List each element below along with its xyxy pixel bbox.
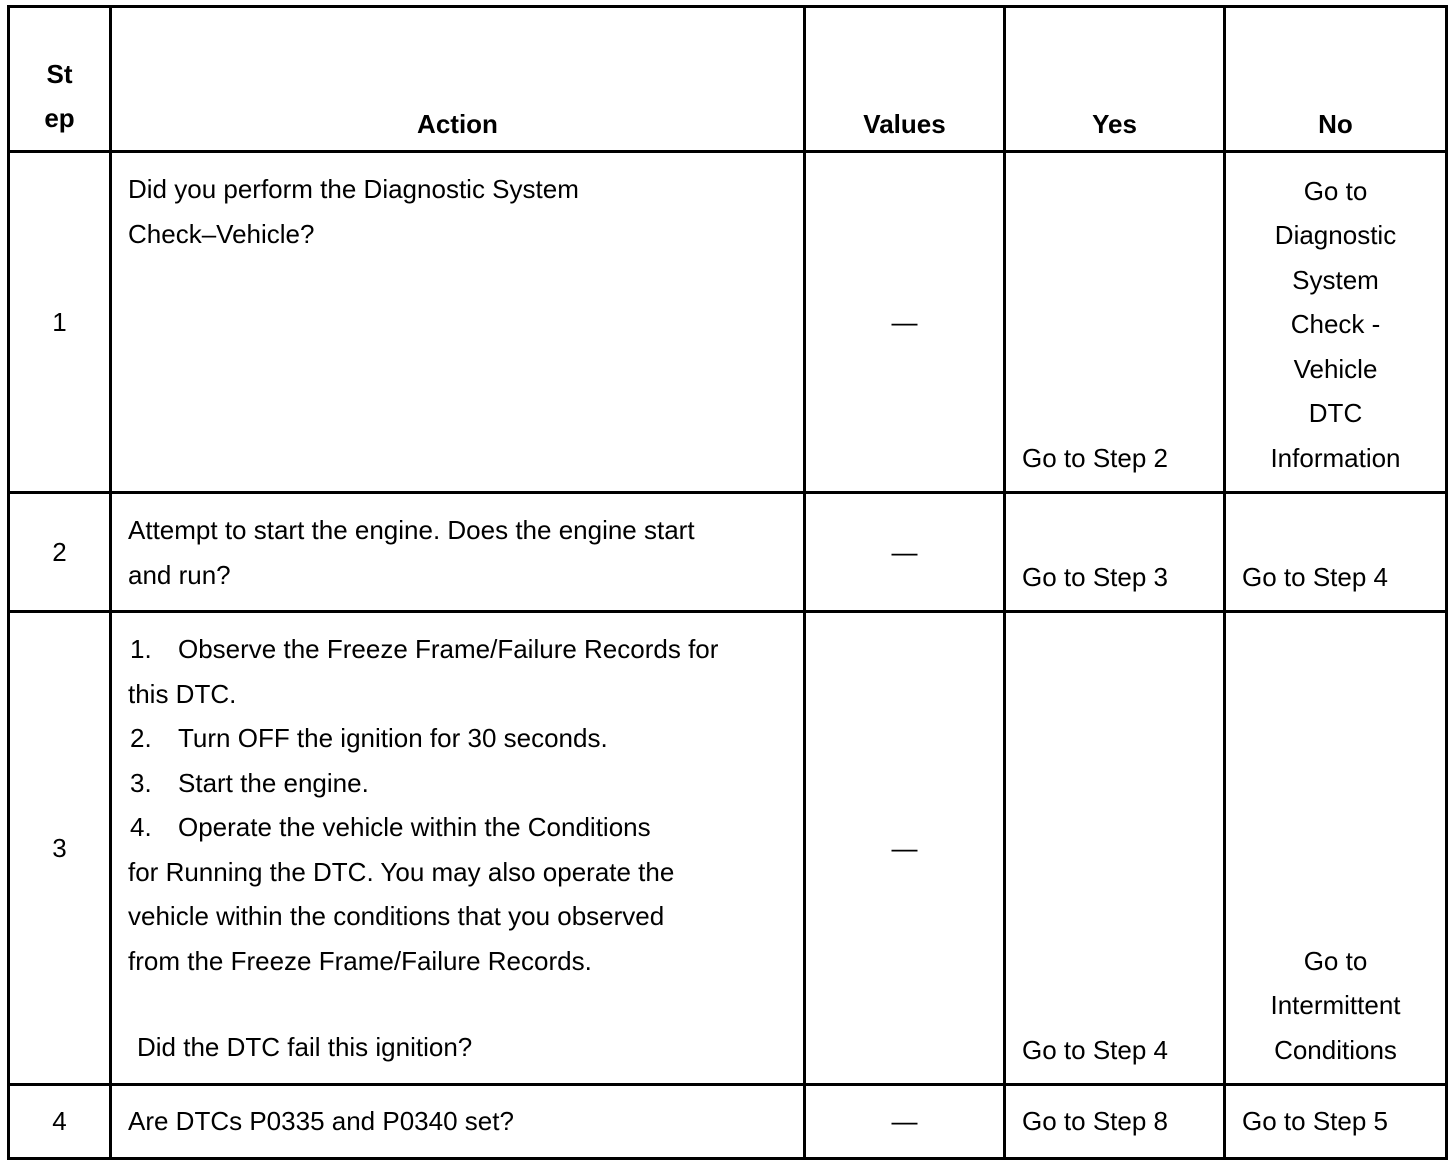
list-item: 1. Observe the Freeze Frame/Failure Records for	[130, 634, 719, 664]
step-number: 2	[9, 493, 111, 612]
action-cell: Are DTCs P0335 and P0340 set?	[111, 1085, 805, 1159]
header-step: St ep	[9, 7, 111, 152]
list-item: 4. Operate the vehicle within the Conditions	[130, 812, 651, 842]
table-row	[9, 152, 1447, 493]
table-row	[9, 493, 1447, 612]
step-number: 1	[9, 152, 111, 493]
action-cell: Attempt to start the engine. Does the engine start and run?	[111, 493, 805, 612]
no-cell: Go to Intermittent Conditions	[1225, 612, 1447, 1085]
header-values: Values	[805, 7, 1005, 152]
diagnostic-table	[7, 5, 1448, 1160]
yes-cell: Go to Step 4	[1005, 612, 1225, 1085]
action-question: Did the DTC fail this ignition?	[137, 1032, 473, 1062]
action-cell: Did you perform the Diagnostic System Check–Vehicle?	[111, 152, 805, 493]
values-cell: —	[805, 612, 1005, 1085]
no-cell: Go to Step 4	[1225, 493, 1447, 612]
yes-cell: Go to Step 8	[1005, 1085, 1225, 1159]
values-cell: —	[805, 152, 1005, 493]
yes-cell: Go to Step 3	[1005, 493, 1225, 612]
header-no: No	[1225, 7, 1447, 152]
yes-cell: Go to Step 2	[1005, 152, 1225, 493]
header-action: Action	[111, 7, 805, 152]
step-number: 3	[9, 612, 111, 1085]
table-row	[9, 612, 1447, 1085]
table-header-row	[9, 7, 1447, 152]
values-cell: —	[805, 493, 1005, 612]
values-cell: —	[805, 1085, 1005, 1159]
no-cell: Go to Diagnostic System Check - Vehicle DTC Information	[1225, 152, 1447, 493]
action-cell: 1. Observe the Freeze Frame/Failure Records for this DTC. 2. Turn OFF the ignition for 30 seconds. 3. Start the engine. 4. Operate the vehicle within the Conditions for Running the DTC. You may also operate the vehicle within the conditions that you observed from the Freeze Frame/Failure Records. Did the DTC fail this ignition?	[111, 612, 805, 1085]
table-row	[9, 1085, 1447, 1159]
header-yes: Yes	[1005, 7, 1225, 152]
step-number: 4	[9, 1085, 111, 1159]
list-item: 2. Turn OFF the ignition for 30 seconds.	[130, 723, 608, 753]
no-cell: Go to Step 5	[1225, 1085, 1447, 1159]
list-item: 3. Start the engine.	[130, 767, 369, 798]
